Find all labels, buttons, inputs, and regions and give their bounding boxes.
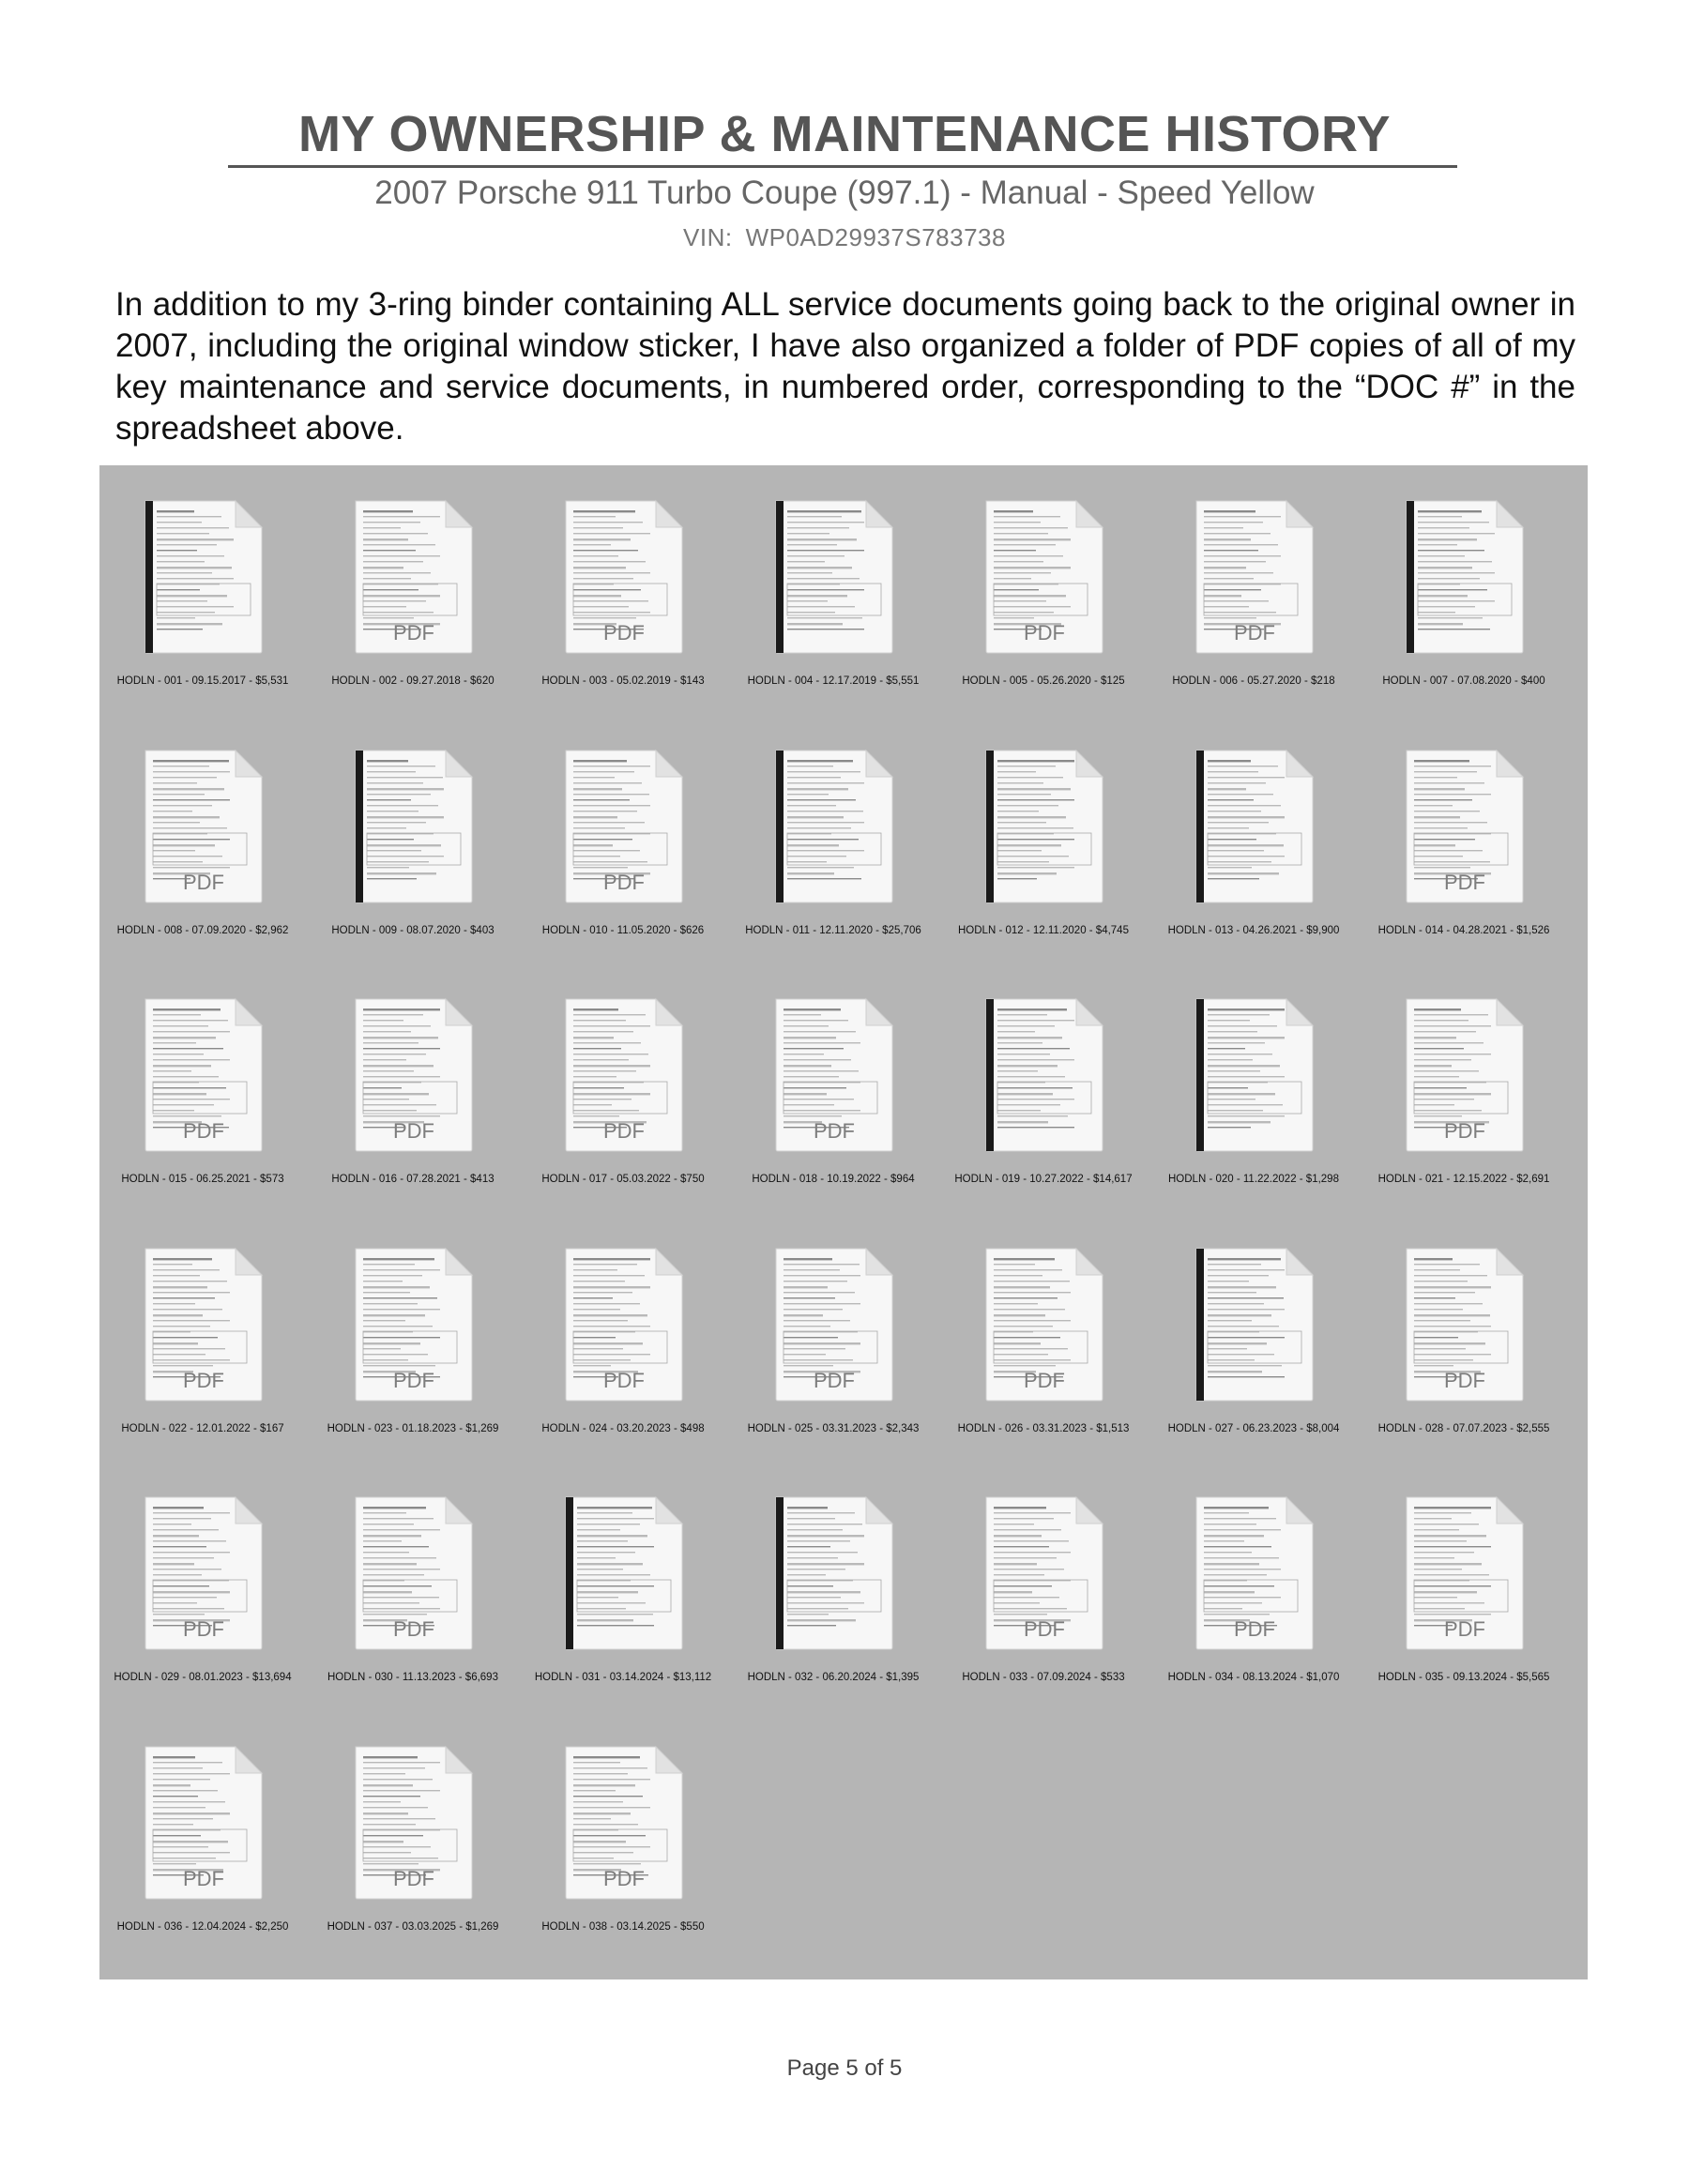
document-tile[interactable] bbox=[940, 963, 1147, 1198]
pdf-file-icon bbox=[1405, 997, 1525, 1153]
document-thumbnail[interactable] bbox=[354, 1247, 474, 1403]
document-tile[interactable] bbox=[1361, 1213, 1567, 1448]
document-thumbnail[interactable] bbox=[564, 1495, 684, 1651]
pdf-file-icon bbox=[774, 1495, 894, 1651]
document-thumbnail[interactable] bbox=[564, 997, 684, 1153]
document-tile[interactable] bbox=[940, 1462, 1147, 1696]
document-caption: HODLN - 017 - 05.03.2022 - $750 bbox=[541, 1174, 705, 1185]
pdf-file-icon bbox=[1194, 499, 1315, 655]
pdf-file-icon bbox=[984, 749, 1104, 904]
document-caption: HODLN - 038 - 03.14.2025 - $550 bbox=[541, 1920, 705, 1933]
document-tile[interactable] bbox=[520, 715, 726, 949]
pdf-file-icon bbox=[354, 749, 474, 904]
document-caption: HODLN - 018 - 10.19.2022 - $964 bbox=[752, 1174, 915, 1185]
document-thumbnail[interactable] bbox=[354, 499, 474, 655]
pdf-badge: PDF bbox=[393, 1617, 434, 1641]
pdf-file-icon bbox=[564, 1745, 684, 1901]
document-tile[interactable] bbox=[1150, 1213, 1357, 1448]
document-caption: HODLN - 022 - 12.01.2022 - $167 bbox=[121, 1422, 284, 1434]
pdf-file-icon bbox=[1194, 1495, 1315, 1651]
document-tile[interactable] bbox=[310, 1462, 516, 1696]
document-tile[interactable] bbox=[730, 465, 936, 700]
document-thumbnail[interactable] bbox=[1405, 499, 1525, 655]
document-caption: HODLN - 001 - 09.15.2017 - $5,531 bbox=[116, 675, 289, 687]
document-thumbnail[interactable] bbox=[144, 997, 264, 1153]
document-caption: HODLN - 007 - 07.08.2020 - $400 bbox=[1382, 675, 1545, 687]
document-caption: HODLN - 011 - 12.11.2020 - $25,706 bbox=[745, 924, 921, 936]
document-caption: HODLN - 004 - 12.17.2019 - $5,551 bbox=[747, 675, 920, 687]
document-tile[interactable] bbox=[1361, 465, 1567, 700]
document-thumbnail[interactable] bbox=[984, 749, 1104, 904]
document-caption: HODLN - 035 - 09.13.2024 - $5,565 bbox=[1377, 1672, 1550, 1683]
pdf-file-icon bbox=[774, 1247, 894, 1403]
document-tile[interactable] bbox=[99, 465, 306, 700]
pdf-file-icon bbox=[1405, 499, 1525, 655]
document-tile[interactable] bbox=[520, 1462, 726, 1696]
document-thumbnail[interactable] bbox=[1405, 1495, 1525, 1651]
title-underline bbox=[228, 165, 1457, 168]
pdf-badge: PDF bbox=[393, 1866, 434, 1890]
pdf-file-icon bbox=[354, 1495, 474, 1651]
pdf-badge: PDF bbox=[183, 1617, 224, 1641]
pdf-badge: PDF bbox=[603, 1866, 645, 1890]
document-thumbnail[interactable] bbox=[564, 499, 684, 655]
pdf-badge: PDF bbox=[814, 1119, 855, 1143]
pdf-badge: PDF bbox=[603, 621, 645, 645]
document-tile[interactable] bbox=[1150, 715, 1357, 949]
document-tile[interactable] bbox=[310, 963, 516, 1198]
document-tile[interactable] bbox=[99, 1462, 306, 1696]
document-caption: HODLN - 029 - 08.01.2023 - $13,694 bbox=[114, 1672, 292, 1683]
pdf-file-icon bbox=[984, 997, 1104, 1153]
document-thumbnail[interactable] bbox=[774, 1495, 894, 1651]
document-tile[interactable] bbox=[1361, 963, 1567, 1198]
document-thumbnail[interactable] bbox=[984, 1495, 1104, 1651]
pdf-badge: PDF bbox=[1234, 621, 1275, 645]
pdf-badge: PDF bbox=[1024, 1617, 1065, 1641]
document-tile[interactable] bbox=[940, 1213, 1147, 1448]
document-caption: HODLN - 006 - 05.27.2020 - $218 bbox=[1172, 675, 1335, 687]
pdf-file-icon bbox=[144, 1247, 264, 1403]
document-caption: HODLN - 003 - 05.02.2019 - $143 bbox=[541, 675, 705, 687]
document-caption: HODLN - 008 - 07.09.2020 - $2,962 bbox=[116, 924, 289, 936]
document-thumbnail[interactable] bbox=[774, 1247, 894, 1403]
document-caption: HODLN - 023 - 01.18.2023 - $1,269 bbox=[327, 1422, 499, 1434]
document-tile[interactable] bbox=[310, 715, 516, 949]
pdf-file-icon bbox=[984, 1247, 1104, 1403]
document-tile[interactable] bbox=[99, 1213, 306, 1448]
document-tile[interactable] bbox=[520, 1213, 726, 1448]
document-thumbnail[interactable] bbox=[1194, 997, 1315, 1153]
document-caption: HODLN - 030 - 11.13.2023 - $6,693 bbox=[327, 1672, 498, 1683]
vin-line bbox=[0, 223, 1689, 252]
pdf-file-icon bbox=[564, 499, 684, 655]
document-thumbnail[interactable] bbox=[144, 499, 264, 655]
pdf-file-icon bbox=[1194, 749, 1315, 904]
document-thumbnail[interactable] bbox=[144, 1247, 264, 1403]
document-thumbnail[interactable] bbox=[1405, 749, 1525, 904]
document-caption: HODLN - 027 - 06.23.2023 - $8,004 bbox=[1167, 1422, 1340, 1434]
pdf-badge: PDF bbox=[393, 1119, 434, 1143]
pdf-file-icon bbox=[144, 499, 264, 655]
document-tile[interactable] bbox=[520, 1711, 726, 1946]
document-tile[interactable] bbox=[520, 465, 726, 700]
document-thumbnail[interactable] bbox=[354, 1495, 474, 1651]
vehicle-subtitle: 2007 Porsche 911 Turbo Coupe (997.1) - Manual - Speed Yellow bbox=[374, 174, 1315, 211]
document-tile[interactable] bbox=[1150, 963, 1357, 1198]
document-thumbnail[interactable] bbox=[1194, 749, 1315, 904]
pdf-file-icon bbox=[1194, 1247, 1315, 1403]
document-tile[interactable] bbox=[99, 1711, 306, 1946]
document-thumbnail[interactable] bbox=[564, 1745, 684, 1901]
document-thumbnail[interactable] bbox=[1194, 1495, 1315, 1651]
document-thumbnail[interactable] bbox=[354, 997, 474, 1153]
pdf-badge: PDF bbox=[1444, 1617, 1485, 1641]
document-tile[interactable] bbox=[310, 1213, 516, 1448]
pdf-file-icon bbox=[984, 499, 1104, 655]
document-thumbnail[interactable] bbox=[144, 1495, 264, 1651]
document-thumbnail[interactable] bbox=[354, 1745, 474, 1901]
document-tile[interactable] bbox=[940, 715, 1147, 949]
document-caption: HODLN - 020 - 11.22.2022 - $1,298 bbox=[1168, 1174, 1339, 1185]
document-thumbnail[interactable] bbox=[984, 997, 1104, 1153]
pdf-badge: PDF bbox=[1024, 1368, 1065, 1392]
document-thumbnail[interactable] bbox=[564, 1247, 684, 1403]
pdf-file-icon bbox=[144, 1495, 264, 1651]
page-title: MY OWNERSHIP & MAINTENANCE HISTORY bbox=[297, 106, 1392, 162]
document-caption: HODLN - 036 - 12.04.2024 - $2,250 bbox=[116, 1920, 289, 1933]
pdf-file-icon bbox=[354, 1745, 474, 1901]
pdf-file-icon bbox=[774, 749, 894, 904]
pdf-file-icon bbox=[354, 1247, 474, 1403]
pdf-badge: PDF bbox=[603, 1119, 645, 1143]
document-tile[interactable] bbox=[1361, 715, 1567, 949]
document-caption: HODLN - 031 - 03.14.2024 - $13,112 bbox=[534, 1672, 712, 1683]
pdf-badge: PDF bbox=[183, 870, 224, 894]
pdf-file-icon bbox=[144, 749, 264, 904]
document-tile[interactable] bbox=[99, 715, 306, 949]
document-thumbnail[interactable] bbox=[1405, 997, 1525, 1153]
pdf-file-icon bbox=[564, 749, 684, 904]
pdf-file-icon bbox=[1405, 1247, 1525, 1403]
document-thumbnail[interactable] bbox=[1194, 1247, 1315, 1403]
pdf-badge: PDF bbox=[183, 1119, 224, 1143]
pdf-file-icon bbox=[564, 1247, 684, 1403]
pdf-badge: PDF bbox=[1444, 1119, 1485, 1143]
document-thumbnail[interactable] bbox=[144, 749, 264, 904]
document-thumbnail[interactable] bbox=[774, 499, 894, 655]
document-tile[interactable] bbox=[1150, 465, 1357, 700]
vin-label: VIN: bbox=[683, 223, 733, 251]
document-caption: HODLN - 019 - 10.27.2022 - $14,617 bbox=[954, 1174, 1133, 1185]
pdf-badge: PDF bbox=[1234, 1617, 1275, 1641]
document-tile[interactable] bbox=[730, 1213, 936, 1448]
document-caption: HODLN - 037 - 03.03.2025 - $1,269 bbox=[327, 1920, 499, 1933]
pdf-file-icon bbox=[774, 499, 894, 655]
document-thumbnail[interactable] bbox=[774, 749, 894, 904]
pdf-badge: PDF bbox=[814, 1368, 855, 1392]
document-caption: HODLN - 024 - 03.20.2023 - $498 bbox=[541, 1422, 705, 1434]
document-caption: HODLN - 034 - 08.13.2024 - $1,070 bbox=[1167, 1672, 1340, 1683]
document-caption: HODLN - 010 - 11.05.2020 - $626 bbox=[541, 924, 705, 936]
document-tile[interactable] bbox=[310, 465, 516, 700]
pdf-file-icon bbox=[144, 1745, 264, 1901]
document-tile[interactable] bbox=[520, 963, 726, 1198]
pdf-file-icon bbox=[1405, 1495, 1525, 1651]
document-thumbnail[interactable] bbox=[1194, 499, 1315, 655]
document-thumbnail[interactable] bbox=[984, 1247, 1104, 1403]
document-tile[interactable] bbox=[940, 465, 1147, 700]
document-tile[interactable] bbox=[310, 1711, 516, 1946]
pdf-badge: PDF bbox=[1024, 621, 1065, 645]
pdf-badge: PDF bbox=[393, 621, 434, 645]
document-tile[interactable] bbox=[1361, 1462, 1567, 1696]
pdf-file-icon bbox=[354, 499, 474, 655]
document-thumbnail[interactable] bbox=[984, 499, 1104, 655]
pdf-badge: PDF bbox=[1444, 1368, 1485, 1392]
document-thumbnail[interactable] bbox=[144, 1745, 264, 1901]
page-number: Page 5 of 5 bbox=[786, 2055, 903, 2081]
document-caption: HODLN - 013 - 04.26.2021 - $9,900 bbox=[1167, 924, 1340, 936]
pdf-file-icon bbox=[1405, 749, 1525, 904]
document-caption: HODLN - 028 - 07.07.2023 - $2,555 bbox=[1377, 1422, 1550, 1434]
pdf-badge: PDF bbox=[183, 1866, 224, 1890]
document-caption: HODLN - 025 - 03.31.2023 - $2,343 bbox=[747, 1422, 920, 1434]
document-thumbnail[interactable] bbox=[1405, 1247, 1525, 1403]
document-caption: HODLN - 002 - 09.27.2018 - $620 bbox=[331, 675, 495, 687]
document-caption: HODLN - 015 - 06.25.2021 - $573 bbox=[121, 1174, 284, 1185]
pdf-badge: PDF bbox=[603, 870, 645, 894]
document-thumbnail[interactable] bbox=[774, 997, 894, 1153]
pdf-file-icon bbox=[144, 997, 264, 1153]
document-thumbnail[interactable] bbox=[564, 749, 684, 904]
document-caption: HODLN - 021 - 12.15.2022 - $2,691 bbox=[1377, 1174, 1550, 1185]
vin-value: WP0AD29937S783738 bbox=[745, 223, 1006, 251]
pdf-file-icon bbox=[564, 1495, 684, 1651]
intro-paragraph: In addition to my 3-ring binder containing ALL service documents going back to the original owner in 2007, including the original window sticker, I have also organized a folder of PDF copies of all of my key maintenance and service documents, in numbered order, corresponding to the “DOC #” in the spreadsheet above. bbox=[115, 286, 1575, 447]
pdf-file-icon bbox=[774, 997, 894, 1153]
pdf-badge: PDF bbox=[393, 1368, 434, 1392]
document-tile[interactable] bbox=[1150, 1462, 1357, 1696]
document-caption: HODLN - 009 - 08.07.2020 - $403 bbox=[331, 924, 495, 936]
document-caption: HODLN - 026 - 03.31.2023 - $1,513 bbox=[957, 1422, 1130, 1434]
document-caption: HODLN - 032 - 06.20.2024 - $1,395 bbox=[747, 1672, 920, 1683]
pdf-badge: PDF bbox=[603, 1368, 645, 1392]
pdf-badge: PDF bbox=[183, 1368, 224, 1392]
document-tile[interactable] bbox=[730, 1462, 936, 1696]
document-caption: HODLN - 012 - 12.11.2020 - $4,745 bbox=[958, 924, 1129, 936]
document-tile[interactable] bbox=[99, 963, 306, 1198]
document-caption: HODLN - 005 - 05.26.2020 - $125 bbox=[962, 675, 1125, 687]
document-caption: HODLN - 033 - 07.09.2024 - $533 bbox=[962, 1672, 1125, 1683]
pdf-file-icon bbox=[984, 1495, 1104, 1651]
pdf-file-icon bbox=[354, 997, 474, 1153]
document-thumbnail[interactable] bbox=[354, 749, 474, 904]
document-tile[interactable] bbox=[730, 963, 936, 1198]
document-grid bbox=[99, 465, 1588, 1979]
document-caption: HODLN - 016 - 07.28.2021 - $413 bbox=[331, 1174, 495, 1185]
document-tile[interactable] bbox=[730, 715, 936, 949]
pdf-file-icon bbox=[564, 997, 684, 1153]
pdf-file-icon bbox=[1194, 997, 1315, 1153]
document-caption: HODLN - 014 - 04.28.2021 - $1,526 bbox=[1377, 924, 1550, 936]
pdf-badge: PDF bbox=[1444, 870, 1485, 894]
